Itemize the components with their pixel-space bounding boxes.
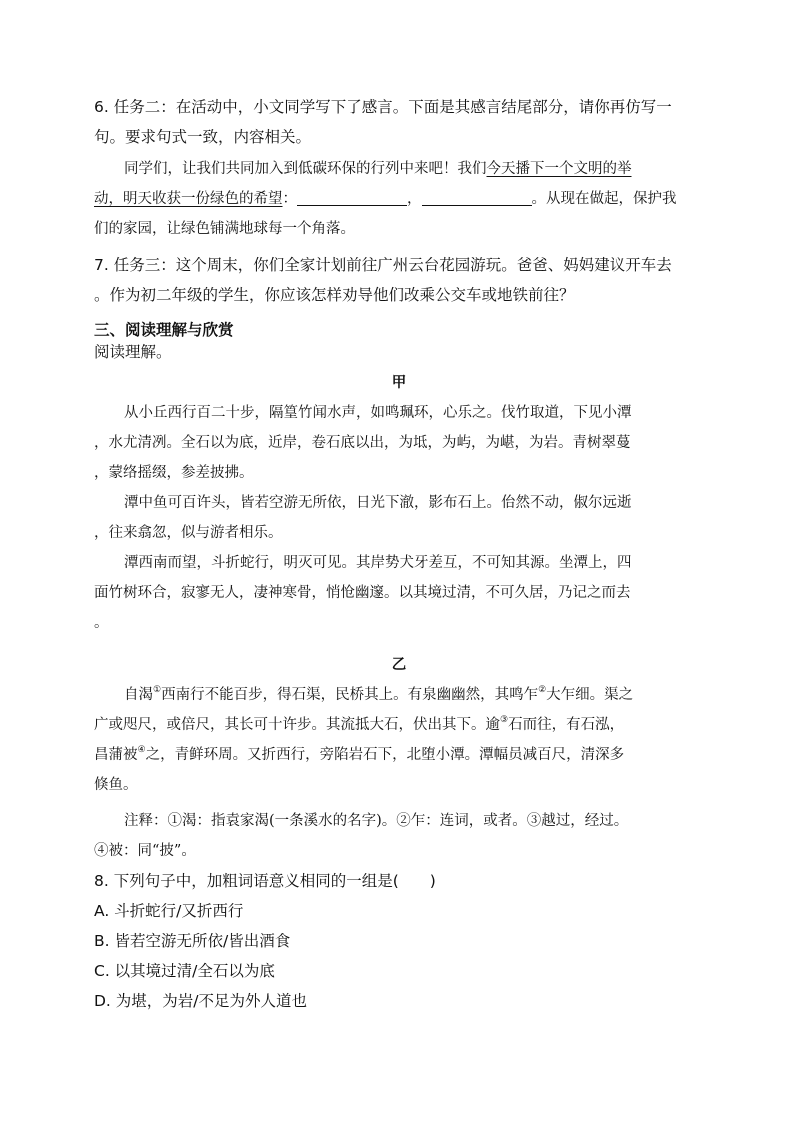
passage-yi (94, 650, 704, 866)
jia-p1-line-3: ，蒙络摇缀，参差披拂。 (94, 465, 254, 481)
section-heading: 三、阅读理解与欣赏 (94, 321, 234, 339)
q8-option-b[interactable]: B. 皆若空游无所依/皆出酒食 (94, 932, 291, 950)
q8-option-c[interactable]: C. 以其境过清/全石以为底 (94, 962, 275, 980)
yi-line-4: 倏鱼。 (94, 777, 138, 793)
yi-notes-line-2: ④被：同“披”。 (94, 843, 196, 859)
jia-p1-line-1: 从小丘西行百二十步，隔篁竹闻水声，如鸣珮环，心乐之。伐竹取道，下见小潭 (124, 405, 632, 421)
jia-p1-line-2: ，水尤清冽。全石以为底，近岸，卷石底以出，为坻，为屿，为嵁，为岩。青树翠蔓 (94, 435, 631, 451)
answer-blank-2[interactable] (422, 189, 532, 206)
q8-option-a[interactable]: A. 斗折蛇行/又折西行 (94, 902, 244, 920)
yi-notes-line-1: 注释：①渴：指袁家渴(一条溪水的名字)。②乍：连词，或者。③越过，经过。 (124, 813, 629, 829)
passage-yi-title: 乙 (391, 656, 407, 673)
jia-p3-line-3: 。 (94, 615, 109, 631)
q6-example-underlined-2: 动，明天收获一份绿色的希望 (94, 191, 283, 207)
q6-passage-line-3: 们的家园，让绿色铺满地球每一个角落。 (94, 221, 355, 237)
q7-line-2: 。作为初二年级的学生，你应该怎样劝导他们改乘公交车或地铁前往？ (94, 286, 575, 304)
jia-p2-line-1: 潭中鱼可百许头，皆若空游无所依，日光下澈，影布石上。佁然不动，俶尔远逝 (124, 495, 632, 511)
jia-p3-line-1: 潭西南而望，斗折蛇行，明灭可见。其岸势犬牙差互，不可知其源。坐潭上，四 (124, 555, 632, 571)
q6-passage (94, 154, 704, 244)
q6-line-1: 6. 任务二：在活动中，小文同学写下了感言。下面是其感言结尾部分，请你再仿写一 (94, 98, 672, 116)
jia-p2-line-2: ，往来翕忽，似与游者相乐。 (94, 525, 283, 541)
q8-stem: 8. 下列句子中，加粗词语意义相同的一组是( ) (94, 872, 436, 890)
section-subheading: 阅读理解。 (94, 343, 172, 361)
note-marker-2: ② (538, 685, 547, 695)
yi-line-3: 昌蒲被④之，青鲜环周。又折西行，旁陷岩石下，北堕小潭。潭幅员减百尺，清深多 (94, 745, 625, 763)
q6-passage-line-2: 动，明天收获一份绿色的希望： ， 。从现在做起，保护我 (94, 191, 677, 207)
yi-line-1: 自渴①西南行不能百步，得石渠，民桥其上。有泉幽幽然，其鸣乍②大乍细。渠之 (124, 685, 634, 703)
q6-example-underlined-1: 今天播下一个文明的举 (486, 161, 632, 177)
passage-jia (94, 368, 704, 638)
q6-passage-text: 同学们，让我们共同加入到低碳环保的行列中来吧！我们 (124, 161, 487, 177)
note-marker-1: ① (153, 685, 162, 695)
q8-option-d[interactable]: D. 为堪，为岩/不足为外人道也 (94, 992, 308, 1010)
jia-p3-line-2: 面竹树环合，寂寥无人，凄神寒骨，悄怆幽邃。以其境过清，不可久居，乃记之而去 (94, 585, 631, 601)
note-marker-4: ④ (137, 745, 146, 755)
yi-line-2: 广或咫尺，或倍尺，其长可十许步。其流抵大石，伏出其下。逾③石而往，有石泓， (94, 715, 625, 733)
question-6 (94, 92, 704, 152)
question-7 (94, 250, 704, 310)
q6-line-2: 句。要求句式一致，内容相关。 (94, 128, 312, 146)
question-8 (94, 866, 704, 1016)
q6-passage-line-1 (94, 154, 704, 184)
note-marker-3: ③ (500, 715, 509, 725)
passage-jia-title: 甲 (391, 374, 407, 391)
q7-line-1: 7. 任务三：这个周末，你们全家计划前往广州云台花园游玩。爸爸、妈妈建议开车去 (94, 256, 672, 274)
section-3 (94, 319, 704, 363)
answer-blank-1[interactable] (297, 189, 407, 206)
